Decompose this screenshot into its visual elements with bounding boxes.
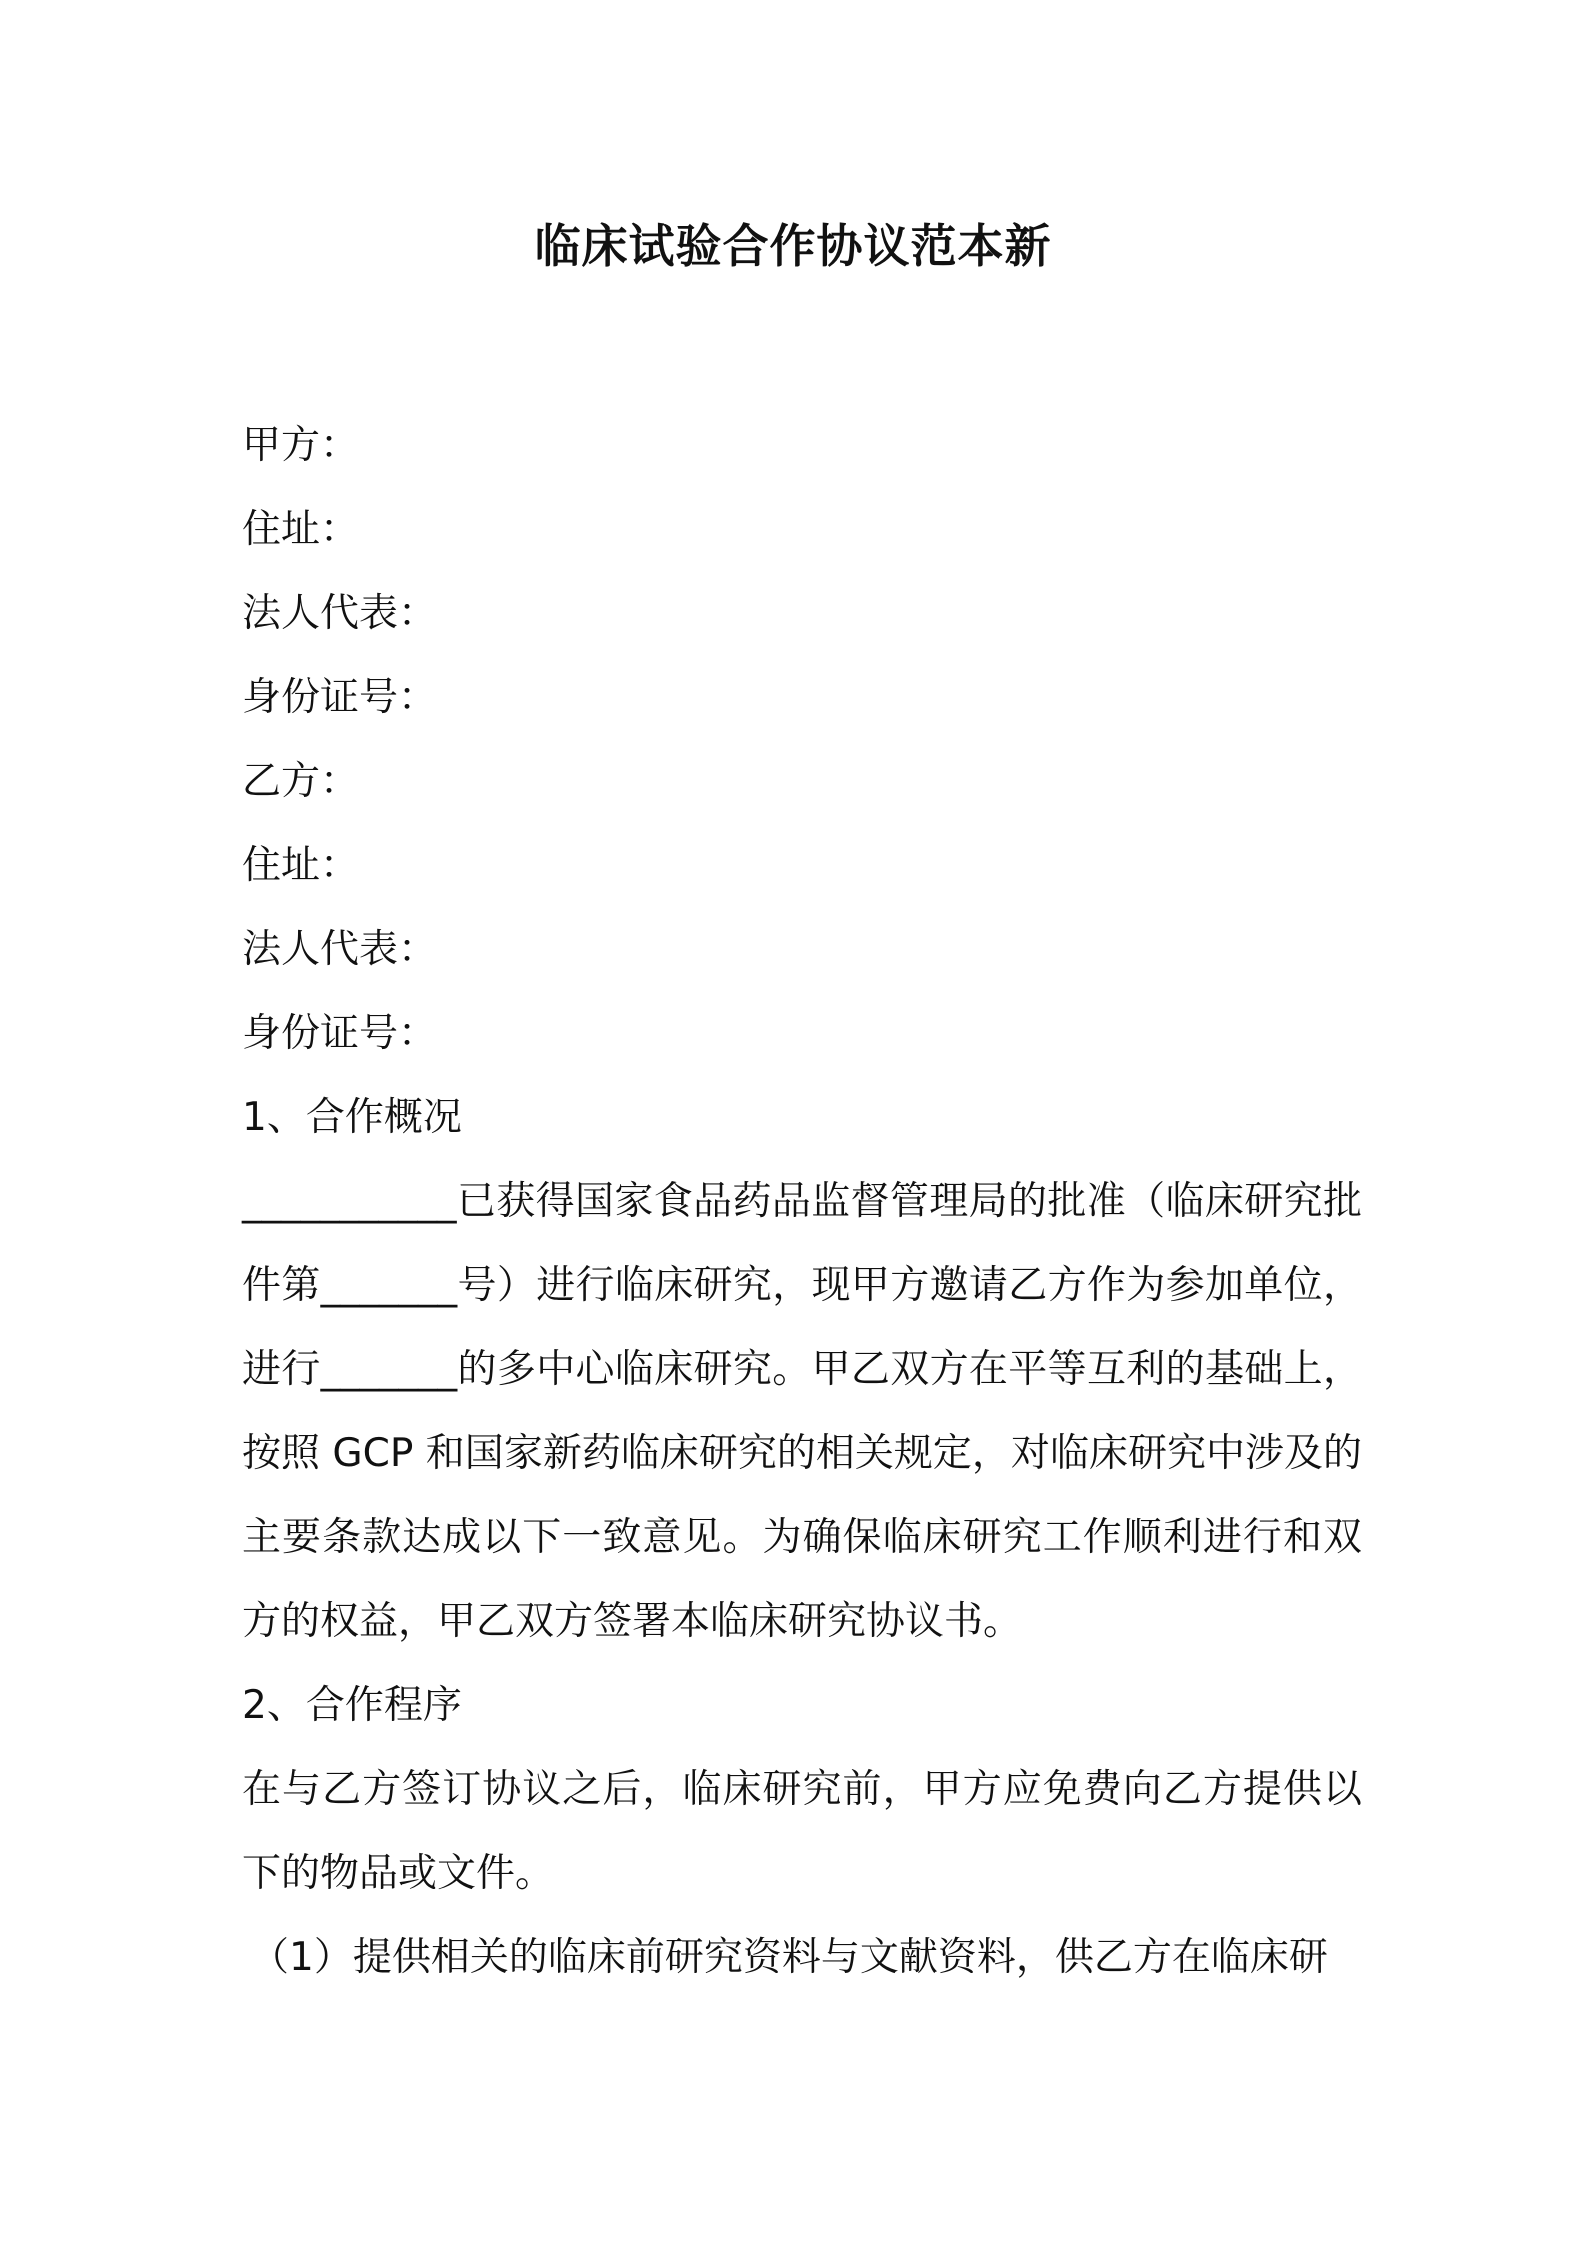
party-a-id-number-label: 身份证号：	[242, 675, 438, 720]
section-1-paragraph: ___________已获得国家食品药品监督管理局的批准（临床研究批件第_______号）进行临床研究，现甲方邀请乙方作为参加单位，进行_______的多中心临床研究。甲乙双方在平等互利的基础上，按照 GCP 和国家新药临床研究的相关规定，对临床研究中涉及的主要条款达成以下一致意见。为确保临床研究工作顺利进行和双方的权益，甲乙双方签署本临床研究协议书。	[242, 1179, 1362, 1644]
party-a-label: 甲方：	[242, 423, 360, 468]
party-b-id-number-label: 身份证号：	[242, 1011, 438, 1056]
document-title: 临床试验合作协议范本新	[534, 219, 1052, 273]
section-2-item-1: （1）提供相关的临床前研究资料与文献资料，供乙方在临床研	[250, 1935, 1328, 1980]
party-b-label: 乙方：	[242, 759, 360, 804]
section-1-heading: 1、合作概况	[242, 1095, 462, 1140]
party-b-address-label: 住址：	[242, 843, 360, 888]
party-a-address-label: 住址：	[242, 507, 360, 552]
section-2-heading: 2、合作程序	[242, 1683, 462, 1728]
document-body	[242, 404, 1362, 2000]
section-2-paragraph: 在与乙方签订协议之后，临床研究前，甲方应免费向乙方提供以下的物品或文件。	[242, 1767, 1362, 1896]
party-b-legal-rep-label: 法人代表：	[242, 927, 438, 972]
party-a-legal-rep-label: 法人代表：	[242, 591, 438, 636]
